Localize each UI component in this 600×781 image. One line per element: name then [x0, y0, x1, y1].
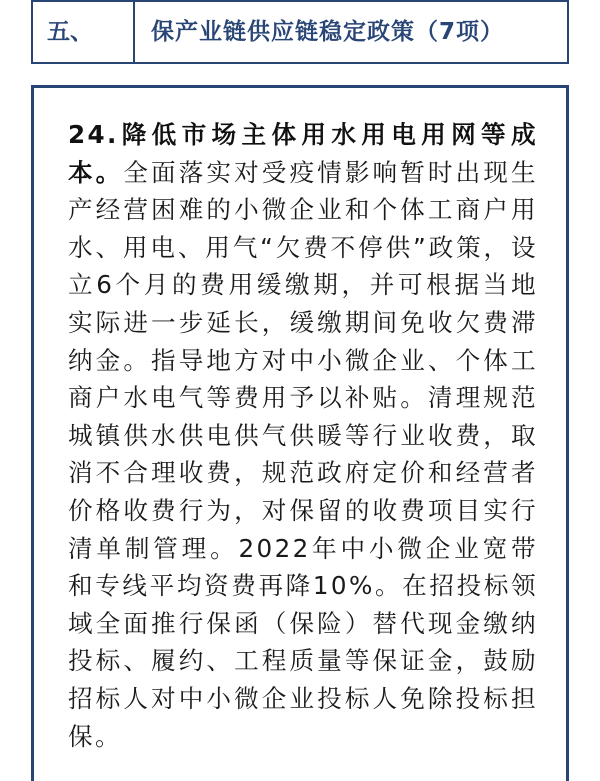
- section-number: 五、: [33, 2, 135, 62]
- policy-body: 全面落实对受疫情影响暂时出现生产经营困难的小微企业和个体工商户用水、用电、用气“欠费不停供”政策，设立6个月的费用缓缴期，并可根据当地实际进一步延长，缓缴期间免收欠费滞纳金。指导地方对中小微企业、个体工商户水电气等费用予以补贴。清理规范城镇供水供电供气供暖等行业收费，取消不合理收费，规范政府定价和经营者价格收费行为，对保留的收费项目实行清单制管理。2022年中小微企业宽带和专线平均资费再降10%。在招投标领域全面推行保函（保险）替代现金缴纳投标、履约、工程质量等保证金，鼓励招标人对中小微企业投标人免除投标担保。: [68, 157, 538, 751]
- section-title: 保产业链供应链稳定政策（7项）: [151, 19, 505, 45]
- policy-heading: 24.降低市场主体用水用电用网等成本。: [68, 120, 538, 187]
- policy-paragraph: [68, 116, 538, 755]
- section-header: [31, 0, 569, 64]
